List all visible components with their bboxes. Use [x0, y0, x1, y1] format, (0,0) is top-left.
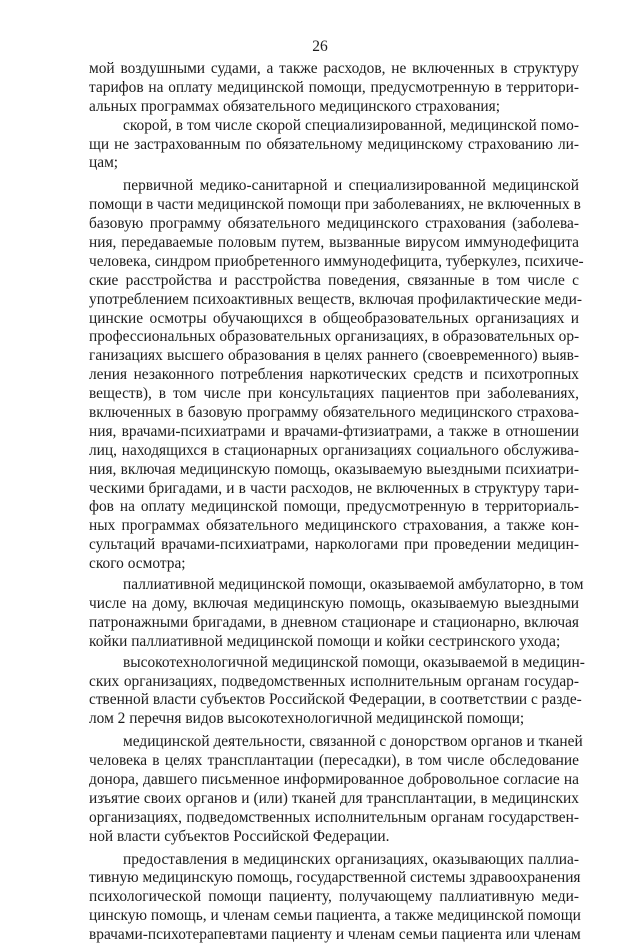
text-line: патронажными бригадами, в дневном стационаре и стационарно, включая — [89, 613, 579, 631]
text-line: числе на дому, включая медицинскую помощь, оказываемую выездными — [89, 594, 579, 612]
text-line: веществ), в том числе при консультациях пациентов при заболеваниях, — [89, 385, 579, 403]
text-line: тарифов на оплату медицинской помощи, предусмотренную в территори- — [89, 78, 579, 96]
text-line: употреблением психоактивных веществ, включая профилактические меди- — [89, 290, 583, 308]
text-line: сультаций врачами-психиатрами, наркологами при проведении медицин- — [89, 536, 579, 554]
text-line: организациях, подведомственных исполнительным органам государствен- — [89, 808, 579, 826]
text-line: медицинской деятельности, связанной с донорством органов и тканей — [123, 733, 583, 751]
text-line: ского осмотра; — [89, 555, 186, 573]
paragraph-emergency-care — [89, 117, 579, 174]
paragraph-primary-care — [89, 177, 584, 574]
paragraph-psychological-help — [89, 851, 579, 945]
text-line: ния, передаваемые половым путем, вызванные вирусом иммунодефицита — [89, 234, 579, 252]
text-line: цинскую помощь, и членам семьи пациента, а также медицинской помощи — [89, 907, 581, 925]
text-line: цинские осмотры обучающихся в общеобразовательных организациях и — [89, 309, 579, 327]
text-line: ных программах обязательного медицинского страхования, а также кон- — [89, 517, 579, 535]
text-line: ния, врачами-психиатрами и врачами-фтизиатрами, а также в отношении — [89, 422, 579, 440]
text-line: паллиативной медицинской помощи, оказываемой амбулаторно, в том — [123, 576, 584, 594]
body-text — [89, 60, 585, 945]
text-line: лиц, находящихся в стационарных организациях социального обслужива- — [89, 441, 579, 459]
text-line: ления незаконного потребления наркотических средств и психотропных — [89, 366, 579, 384]
text-line: первичной медико-санитарной и специализированной медицинской — [123, 177, 579, 195]
text-line: профессиональных образовательных организациях, в образовательных ор- — [89, 328, 580, 346]
text-line: ских организациях, подведомственных исполнительным органам государ- — [89, 672, 579, 690]
text-line: тивную медицинскую помощь, государственной системы здравоохранения — [89, 869, 581, 887]
text-line: мой воздушными судами, а также расходов, не включенных в структуру — [89, 60, 579, 77]
text-line: щи не застрахованным по обязательному медицинскому страхованию ли- — [89, 135, 579, 153]
text-line: цам; — [89, 154, 119, 172]
text-line: включенных в базовую программу обязательного медицинского страхова- — [89, 404, 579, 422]
text-line: базовую программу обязательного медицинского страхования (заболева- — [89, 215, 579, 233]
text-line: помощи в части медицинской помощи при заболеваниях, не включенных в — [89, 196, 581, 214]
text-line: ния, включая медицинскую помощь, оказываемую выездными психиатри- — [89, 460, 579, 478]
text-line: донора, давшего письменное информированное добровольное согласие на — [89, 770, 579, 788]
text-line: ские расстройства и расстройства поведения, связанные в том числе с — [89, 271, 579, 289]
text-line: предоставления в медицинских организациях, оказывающих паллиа- — [123, 850, 579, 868]
text-line: лом 2 перечня видов высокотехнологичной медицинской помощи; — [89, 710, 525, 728]
paragraph-high-tech-care — [89, 653, 585, 730]
paragraph-air-ambulance-continuation — [89, 60, 579, 117]
text-line: койки паллиативной медицинской помощи и койки сестринского ухода; — [89, 632, 561, 650]
paragraph-organ-donation — [89, 733, 583, 846]
text-line: фов на оплату медицинской помощи, предусмотренную в территориаль- — [89, 498, 579, 516]
text-line: ганизациях высшего образования в целях раннего (своевременного) выяв- — [89, 347, 579, 365]
text-line: человека в целях трансплантации (пересадки), в том числе обследование — [89, 752, 579, 770]
text-line: врачами-психотерапевтами пациенту и членам семьи пациента или членам — [89, 926, 581, 944]
paragraph-palliative-care — [89, 576, 584, 652]
text-line: изъятие своих органов и (или) тканей для трансплантации, в медицинских — [89, 789, 579, 807]
text-line: альных программах обязательного медицинского страхования; — [89, 97, 501, 115]
text-line: ческими бригадами, и в части расходов, не включенных в структуру тари- — [89, 479, 579, 497]
text-line: скорой, в том числе скорой специализированной, медицинской помо- — [123, 116, 579, 134]
page-number: 26 — [312, 38, 328, 55]
text-line: ной власти субъектов Российской Федерации. — [89, 827, 390, 845]
text-line: ственной власти субъектов Российской Федерации, в соответствии с разде- — [89, 691, 582, 709]
text-line: высокотехнологичной медицинской помощи, оказываемой в медицин- — [123, 653, 585, 671]
text-line: психологической помощи пациенту, получающему паллиативную меди- — [89, 888, 579, 906]
text-line: человека, синдром приобретенного иммунодефицита, туберкулез, психиче- — [89, 252, 584, 270]
